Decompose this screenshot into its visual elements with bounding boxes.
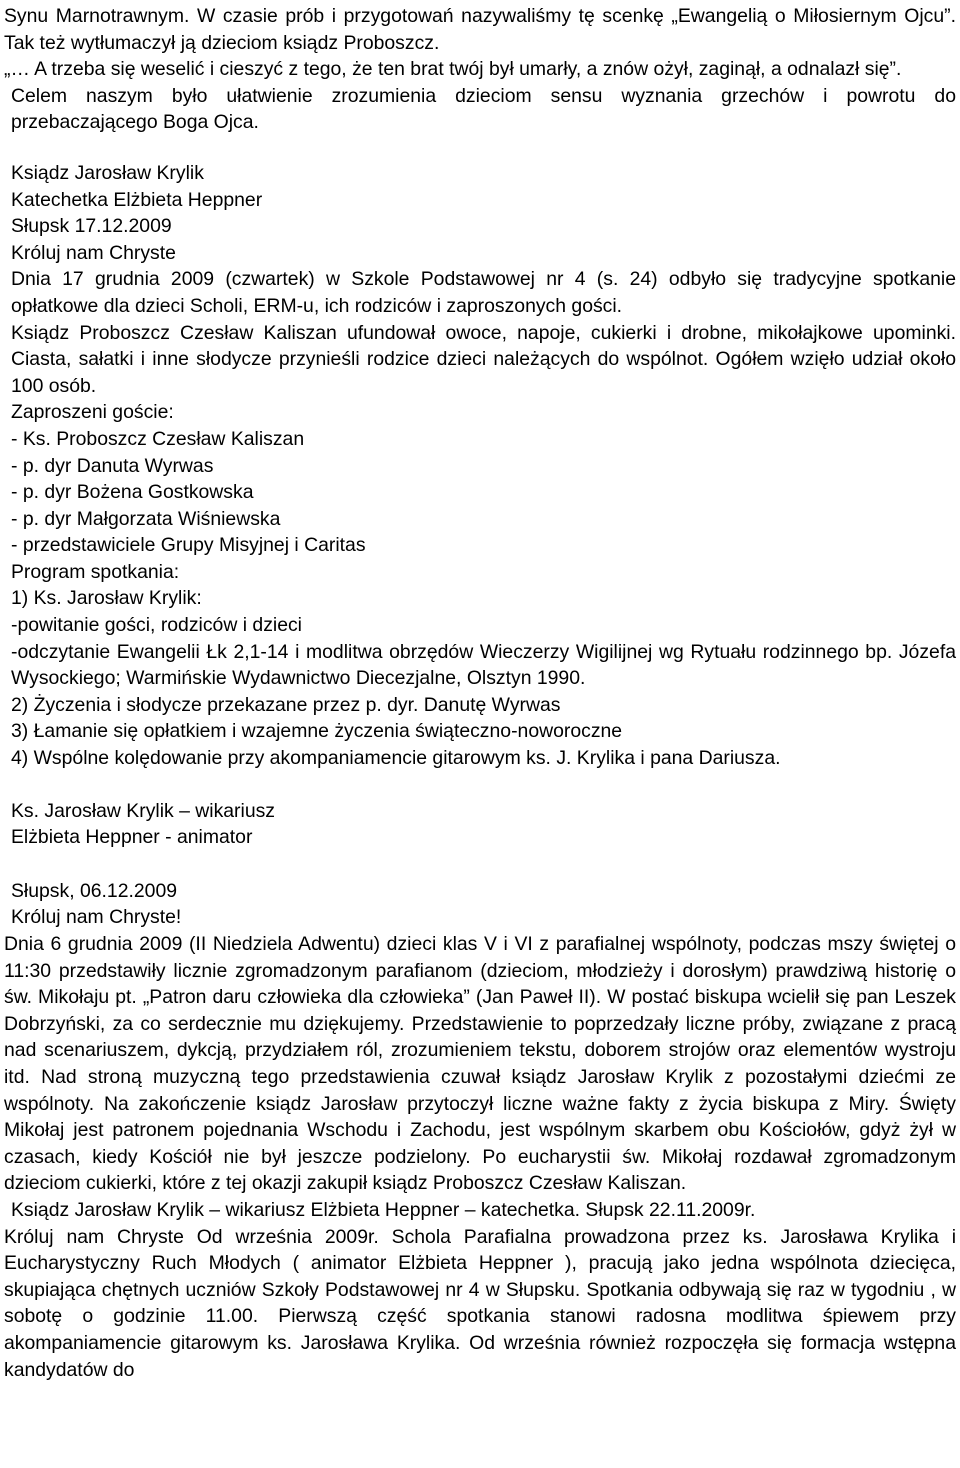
guest-item: - Ks. Proboszcz Czesław Kaliszan: [11, 427, 305, 450]
greeting-line: Króluj nam Chryste: [11, 241, 176, 264]
paragraph-schola: Króluj nam Chryste Od września 2009r. Schola Parafialna prowadzona przez ks. Jarosława Krylika i Eucharystyczny Ruch Młodych ( animator Elżbieta Heppner ), pracują jako jedna wspólnota dziecięca, skupiająca chętnych uczniów Szkoły Podstawowej nr 4 w Słupsku. Spotkania odbywają się raz w tygodniu , w sobotę o godzinie 11.00. Pierwszą część spotkania stanowi radosna modlitwa śpiewem przy akompaniamencie gitarowym ks. Jarosława Krylika. Od września również rozpoczęła się formacja wstępna kandydatów do: [4, 1225, 956, 1381]
program-item: -powitanie gości, rodziców i dzieci: [11, 614, 302, 637]
program-item: 4) Wspólne kolędowanie przy akompaniamencie gitarowym ks. J. Krylika i pana Dariusza.: [11, 747, 781, 770]
program-item: 1) Ks. Jarosław Krylik:: [11, 587, 202, 610]
signature-line: Ks. Jarosław Krylik – wikariusz: [11, 799, 275, 822]
signature-line: Elżbieta Heppner - animator: [11, 826, 253, 849]
guest-item: - przedstawiciele Grupy Misyjnej i Caritas: [11, 534, 366, 557]
signature-line: Ksiądz Jarosław Krylik – wikariusz Elżbieta Heppner – katechetka. Słupsk 22.11.2009r.: [11, 1198, 756, 1221]
program-heading: Program spotkania:: [11, 560, 180, 583]
program-item: -odczytanie Ewangelii Łk 2,1-14 i modlitwa obrzędów Wieczerzy Wigilijnej wg Rytuału rodzinnego bp. Józefa Wysockiego; Warmińskie Wydawnictwo Diecezjalne, Olsztyn 1990.: [11, 640, 956, 690]
date-line: Słupsk 17.12.2009: [11, 215, 172, 238]
program-item: 3) Łamanie się opłatkiem i wzajemne życzenia świąteczno-noworoczne: [11, 720, 623, 743]
paragraph-meeting: Dnia 17 grudnia 2009 (czwartek) w Szkole Podstawowej nr 4 (s. 24) odbyło się tradycyjne spotkanie opłatkowe dla dzieci Scholi, ERM-u, ich rodziców i zaproszonych gości.: [11, 268, 956, 317]
guest-item: - p. dyr Bożena Gostkowska: [11, 481, 254, 504]
program-item: 2) Życzenia i słodycze przekazane przez p. dyr. Danutę Wyrwas: [11, 693, 561, 716]
guests-heading: Zaproszeni goście:: [11, 401, 174, 424]
date-line: Słupsk, 06.12.2009: [11, 879, 178, 902]
paragraph-gospel-quote: „… A trzeba się weselić i cieszyć z tego, że ten brat twój był umarły, a znów ożył, zaginął, a odnalazł się”.: [4, 58, 902, 81]
signature-block: [4, 798, 956, 851]
paragraph-aim: Celem naszym było ułatwienie zrozumienia dzieciom sensu wyznania grzechów i powrotu do przebaczającego Boga Ojca.: [11, 84, 956, 134]
greeting-line: Króluj nam Chryste!: [11, 906, 182, 929]
section-saint-nicholas: [4, 878, 956, 1383]
author-line: Ksiądz Jarosław Krylik: [11, 161, 204, 184]
guest-item: - p. dyr Danuta Wyrwas: [11, 454, 214, 477]
paragraph-prodigal-son-scene: Synu Marnotrawnym. W czasie prób i przygotowań nazywaliśmy tę scenkę „Ewangelią o Miłosiernym Ojcu”. Tak też wytłumaczył ją dzieciom ksiądz Proboszcz.: [4, 5, 956, 54]
author-line: Katechetka Elżbieta Heppner: [11, 188, 263, 211]
guest-item: - p. dyr Małgorzata Wiśniewska: [11, 507, 281, 530]
paragraph-saint-nicholas: Dnia 6 grudnia 2009 (II Niedziela Adwentu) dzieci klas V i VI z parafialnej wspólnoty, podczas mszy świętej o 11:30 przedstawiły licznie zgromadzonym parafianom (dzieciom, młodzieży i dorosłym) prawdziwą historię o św. Mikołaju pt. „Patron daru człowieka dla człowieka” (Jan Paweł II). W postać biskupa wcielił się pan Leszek Dobrzyński, za co serdecznie mu dziękujemy. Przedstawienie to poprzedzały liczne próby, związane z pracą nad scenariuszem, dykcją, przydziałem ról, zrozumieniem tekstu, doborem strojów oraz elementów wystroju itd. Nad stroną muzyczną tego przedstawienia czuwał ksiądz Jarosław Krylik z pozostałymi dziećmi ze wspólnoty. Na zakończenie ksiądz Jarosław przytoczył liczne ważne fakty z życia biskupa z Miry. Święty Mikołaj jest patronem pojednania Wschodu i Zachodu, jest wspólnym skarbem obu Kościołów, gdyż żył w czasach, kiedy Kościół nie był jeszcze podzielony. Po eucharystii św. Mikołaj rozdawał zgromadzonym dzieciom cukierki, które z tej okazji zakupił ksiądz Proboszcz Czesław Kaliszan.: [4, 933, 956, 1195]
section-christmas-meeting: [4, 160, 956, 772]
paragraph-sponsors: Ksiądz Proboszcz Czesław Kaliszan ufundował owoce, napoje, cukierki i drobne, mikołajkowe upominki. Ciasta, sałatki i inne słodycze przynieśli rodzice dzieci należących do wspólnot. Ogółem wzięło udział około 100 osób.: [11, 321, 956, 397]
